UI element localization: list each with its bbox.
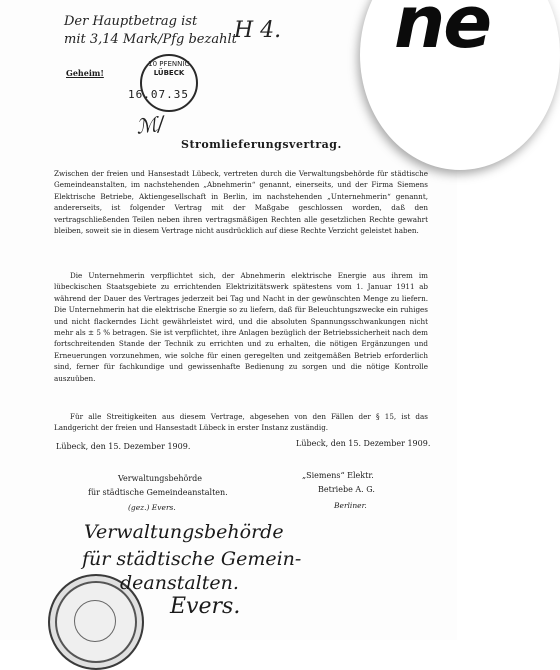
signatory-left-line3: (gez.) Evers. bbox=[128, 503, 176, 512]
signatory-right-line1: „Siemens“ Elektr. bbox=[302, 471, 374, 480]
paragraph-2: Die Unternehmerin verpflichtet sich, der Abnehmerin elektrische Energie aus ihrem im lübeckischen Staatsgebiete zu errichtenden Elektrizitätswerk spätestens vom 1. Januar 1911 ab während der Dauer des Vertrages jederzeit bei Tag und Nacht in der gewünschten Menge zu liefern. Die Unternehmerin hat die elektrische Energie so zu liefern, daß für Beleuchtungszwecke ein ruhiges und nicht flackerndes Licht gewährleistet wird, und die absoluten Spannungsschwankungen nicht mehr als ± 5 % betragen. Sie ist verpflichtet, ihre Anlagen bezüglich der Betriebssicherheit nach dem fortschreitenden Stande der Technik zu errichten und zu erhalten, die nötigen Ergänzungen und Erneuerungen vorzunehmen, wie solche für einen geregelten und zeitgemäßen Betrieb erforderlich sind, ferner für fachkundige und gewissenhafte Bedienung zu sorgen und die nötige Kontrolle auszuüben. bbox=[54, 271, 428, 383]
secret-label: Geheim! bbox=[66, 68, 104, 78]
date-left: Lübeck, den 15. Dezember 1909. bbox=[56, 442, 191, 451]
date-right: Lübeck, den 15. Dezember 1909. bbox=[296, 439, 431, 448]
stamp-label: 10 PFENNIG bbox=[148, 60, 190, 68]
handwritten-signature-name: Evers. bbox=[170, 594, 241, 619]
document-title: Stromlieferungsvertrag. bbox=[181, 138, 342, 151]
handwritten-signature-line2: für städtische Gemein- bbox=[82, 548, 302, 570]
seal-center bbox=[74, 600, 116, 642]
signatory-right-line2: Betriebe A. G. bbox=[318, 485, 375, 494]
stamp-text: LÜBECK bbox=[153, 69, 185, 77]
handwritten-note-line2: mit 3,14 Mark/Pfg bezahlt bbox=[64, 32, 237, 47]
paragraph-3: Für alle Streitigkeiten aus diesem Vertrage, abgesehen von den Fällen der § 15, ist das Landgericht der freien und Hansestadt Lübeck in erster Instanz zuständig. bbox=[54, 412, 428, 433]
signatory-right-line3: Berliner. bbox=[334, 501, 367, 510]
handwritten-signature-line3: deanstalten. bbox=[120, 572, 239, 594]
logo-fragment-icon: ne bbox=[394, 0, 491, 64]
handwritten-note-line1: Der Hauptbetrag ist bbox=[64, 14, 198, 29]
signatory-left-line2: für städtische Gemeindeanstalten. bbox=[88, 488, 228, 497]
handwritten-initials-icon: ℳ/ bbox=[134, 111, 166, 139]
handwritten-mark: H 4. bbox=[234, 18, 282, 43]
handwritten-signature-line1: Verwaltungsbehörde bbox=[84, 521, 284, 543]
paragraph-1: Zwischen der freien und Hansestadt Lübeck, vertreten durch die Verwaltungsbehörde für städtische Gemeindeanstalten, im nachstehenden „Abnehmerin“ genannt, einerseits, und der Firma Siemens Elektrische Betriebe, Aktiengesellschaft in Berlin, im nachstehenden „Unternehmerin“ genannt, andererseits, ist folgender Vertrag mit der Maßgabe geschlossen worden, daß den vertragschließenden Teilen neben ihren vertragsmäßigen Rechten alle gesetzlichen Rechte gewahrt bleiben, soweit sie in diesem Vertrage nicht ausdrücklich auf diese Rechte Verzicht geleistet haben. bbox=[54, 169, 428, 236]
signatory-left-line1: Verwaltungsbehörde bbox=[118, 474, 203, 483]
stamp-date: 16.07.35 bbox=[128, 88, 189, 101]
revenue-stamp bbox=[140, 54, 198, 112]
